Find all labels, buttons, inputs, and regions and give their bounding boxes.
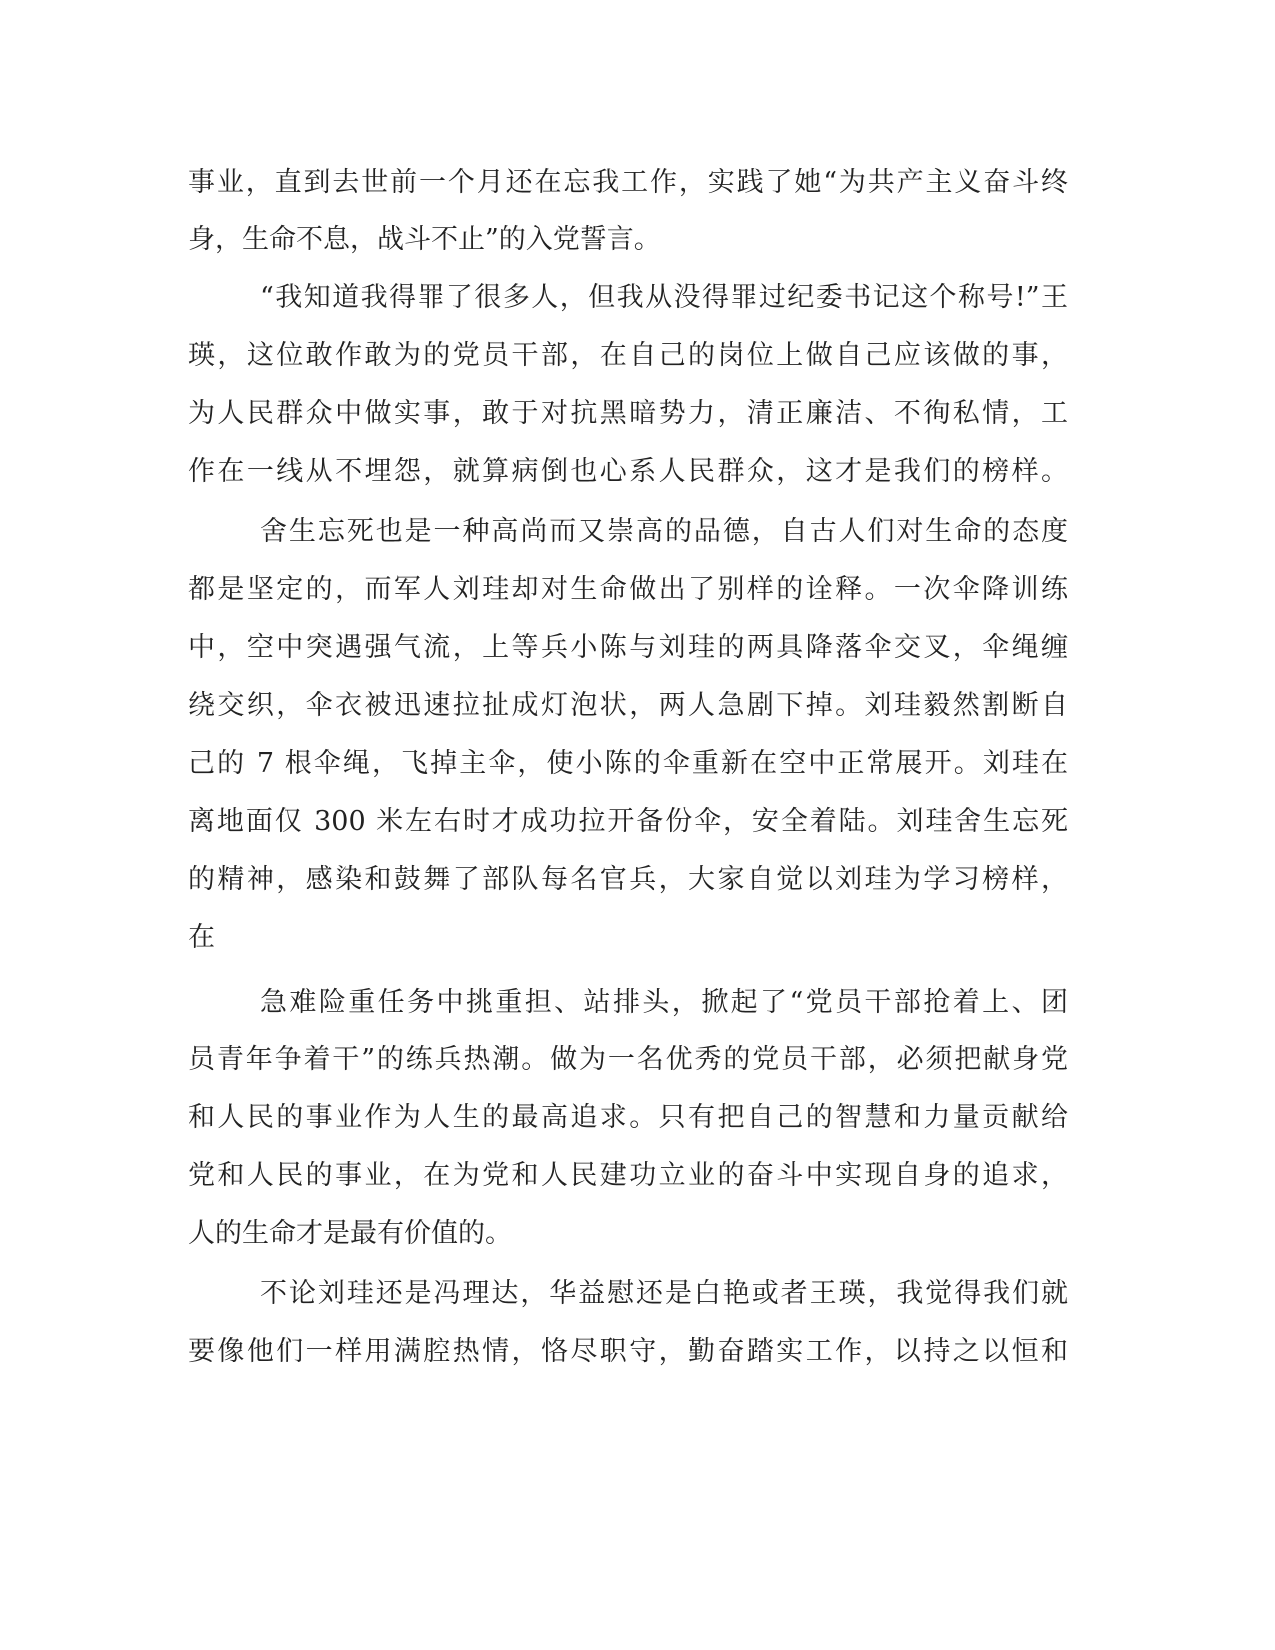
text-line: “我知道我得罪了很多人，但我从没得罪过纪委书记这个称号!”王	[260, 282, 1068, 313]
text-line: 急难险重任务中挑重担、站排头，掀起了“党员干部抢着上、团	[260, 987, 1068, 1018]
text-line: 身，生命不息，战斗不止”的入党誓言。	[188, 224, 661, 255]
text-line: 绕交织，伞衣被迅速拉扯成灯泡状，两人急剧下掉。刘珪毅然割断自	[188, 690, 1068, 721]
text-line: 事业，直到去世前一个月还在忘我工作，实践了她“为共产主义奋斗终	[188, 167, 1068, 198]
text-line: 要像他们一样用满腔热情，恪尽职守，勤奋踏实工作，以持之以恒和	[188, 1336, 1068, 1367]
text-line: 瑛，这位敢作敢为的党员干部，在自己的岗位上做自己应该做的事，	[188, 340, 1068, 371]
text-line: 舍生忘死也是一种高尚而又崇高的品德，自古人们对生命的态度	[260, 516, 1068, 547]
text-line: 作在一线从不埋怨，就算病倒也心系人民群众，这才是我们的榜样。	[188, 456, 1068, 487]
text-line: 在	[188, 922, 215, 953]
text-line: 己的 7 根伞绳，飞掉主伞，使小陈的伞重新在空中正常展开。刘珪在	[188, 748, 1068, 779]
text-line: 人的生命才是最有价值的。	[188, 1218, 512, 1249]
text-line: 党和人民的事业，在为党和人民建功立业的奋斗中实现自身的追求，	[188, 1160, 1068, 1191]
text-line: 离地面仅 300 米左右时才成功拉开备份伞，安全着陆。刘珪舍生忘死	[188, 806, 1068, 837]
text-line: 员青年争着干”的练兵热潮。做为一名优秀的党员干部，必须把献身党	[188, 1044, 1068, 1075]
text-line: 中，空中突遇强气流，上等兵小陈与刘珪的两具降落伞交叉，伞绳缠	[188, 632, 1068, 663]
text-line: 不论刘珪还是冯理达，华益慰还是白艳或者王瑛，我觉得我们就	[260, 1278, 1068, 1309]
text-line: 都是坚定的，而军人刘珪却对生命做出了别样的诠释。一次伞降训练	[188, 574, 1068, 605]
text-line: 的精神，感染和鼓舞了部队每名官兵，大家自觉以刘珪为学习榜样，	[188, 864, 1068, 895]
text-line: 为人民群众中做实事，敢于对抗黑暗势力，清正廉洁、不徇私情，工	[188, 398, 1068, 429]
text-line: 和人民的事业作为人生的最高追求。只有把自己的智慧和力量贡献给	[188, 1102, 1068, 1133]
